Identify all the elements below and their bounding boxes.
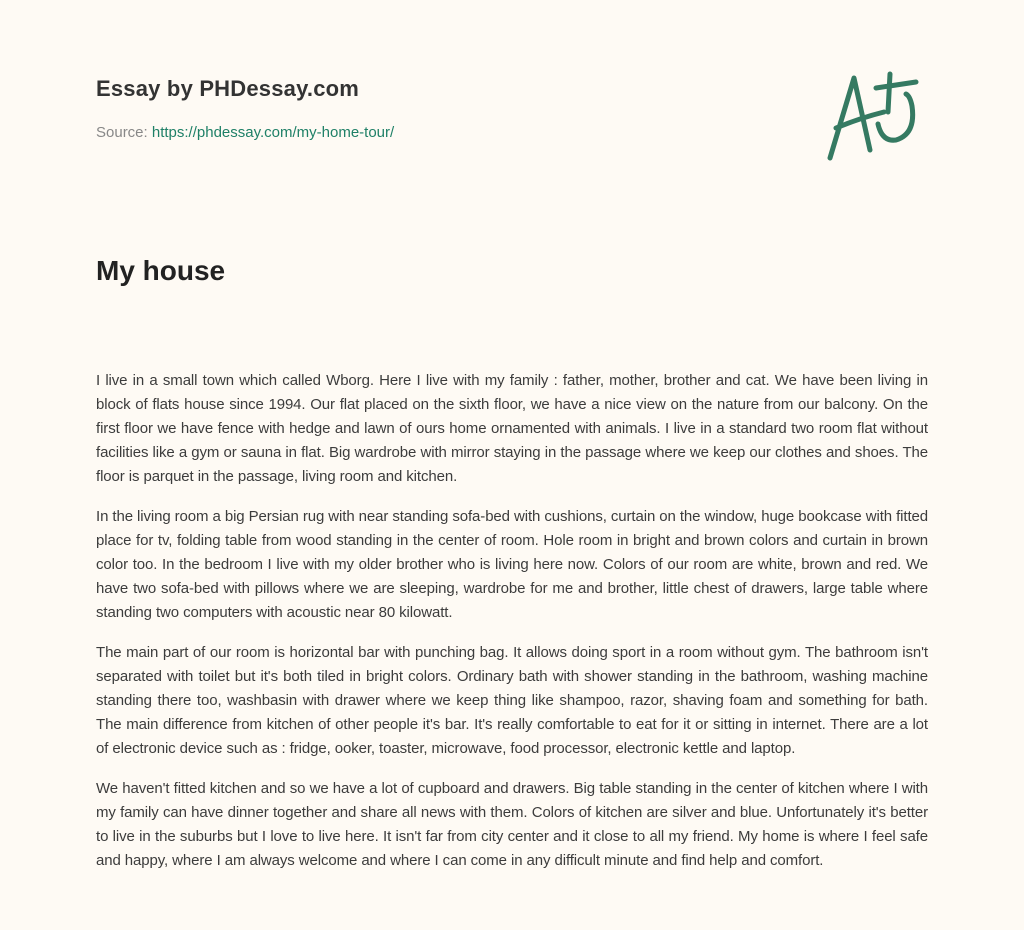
source-link[interactable]: https://phdessay.com/my-home-tour/ <box>151 124 395 141</box>
essay-paragraph: The main part of our room is horizontal bar with punching bag. It allows doing sport in a room without gym. The bathroom isn't separated with toilet but it's both tiled in bright colors. Ordinary bath with shower standing in the bathroom, washing machine standing there too, washbasin with drawer where we keep thing like shampoo, razor, shaving foam and something for bath. The main difference from kitchen of other people it's bar. It's really comfortable to eat for it or sitting in internet. There are a lot of electronic device such as : fridge, ooker, toaster, microwave, food processor, electronic kettle and laptop. <box>96 644 928 757</box>
a-plus-logo-icon <box>820 66 930 166</box>
essay-body <box>96 369 928 889</box>
source-line <box>96 124 928 141</box>
source-label: Source: <box>96 124 148 141</box>
site-title: Essay by PHDessay.com <box>96 76 360 101</box>
essay-paragraph: We haven't fitted kitchen and so we have a lot of cupboard and drawers. Big table standing in the center of kitchen where I with my family can have dinner together and share all news with them. Colors of kitchen are silver and blue. Unfortunately it's better to live in the suburbs but I love to live here. It isn't far from city center and it close to all my friend. My home is where I feel safe and happy, where I am always welcome and where I can come in any difficult minute and find help and comfort. <box>96 780 928 869</box>
essay-paragraph: In the living room a big Persian rug with near standing sofa-bed with cushions, curtain on the window, huge bookcase with fitted place for tv, folding table from wood standing in the center of room. Hole room in bright and brown colors and curtain in brown color too. In the bedroom I live with my older brother who is living here now. Colors of our room are white, brown and red. We have two sofa-bed with pillows where we are sleeping, wardrobe for me and brother, little chest of drawers, large table where standing two computers with acoustic near 80 kilowatt. <box>96 508 928 621</box>
essay-paragraph: I live in a small town which called Wborg. Here I live with my family : father, mother, brother and cat. We have been living in block of flats house since 1994. Our flat placed on the sixth floor, we have a nice view on the nature from our balcony. On the first floor we have fence with hedge and lawn of ours home ornamented with animals. I live in a standard two room flat without facilities like a gym or sauna in flat. Big wardrobe with mirror staying in the passage where we keep our clothes and shoes. The floor is parquet in the passage, living room and kitchen. <box>96 372 928 485</box>
page-header <box>96 76 928 141</box>
essay-title: My house <box>96 255 226 286</box>
